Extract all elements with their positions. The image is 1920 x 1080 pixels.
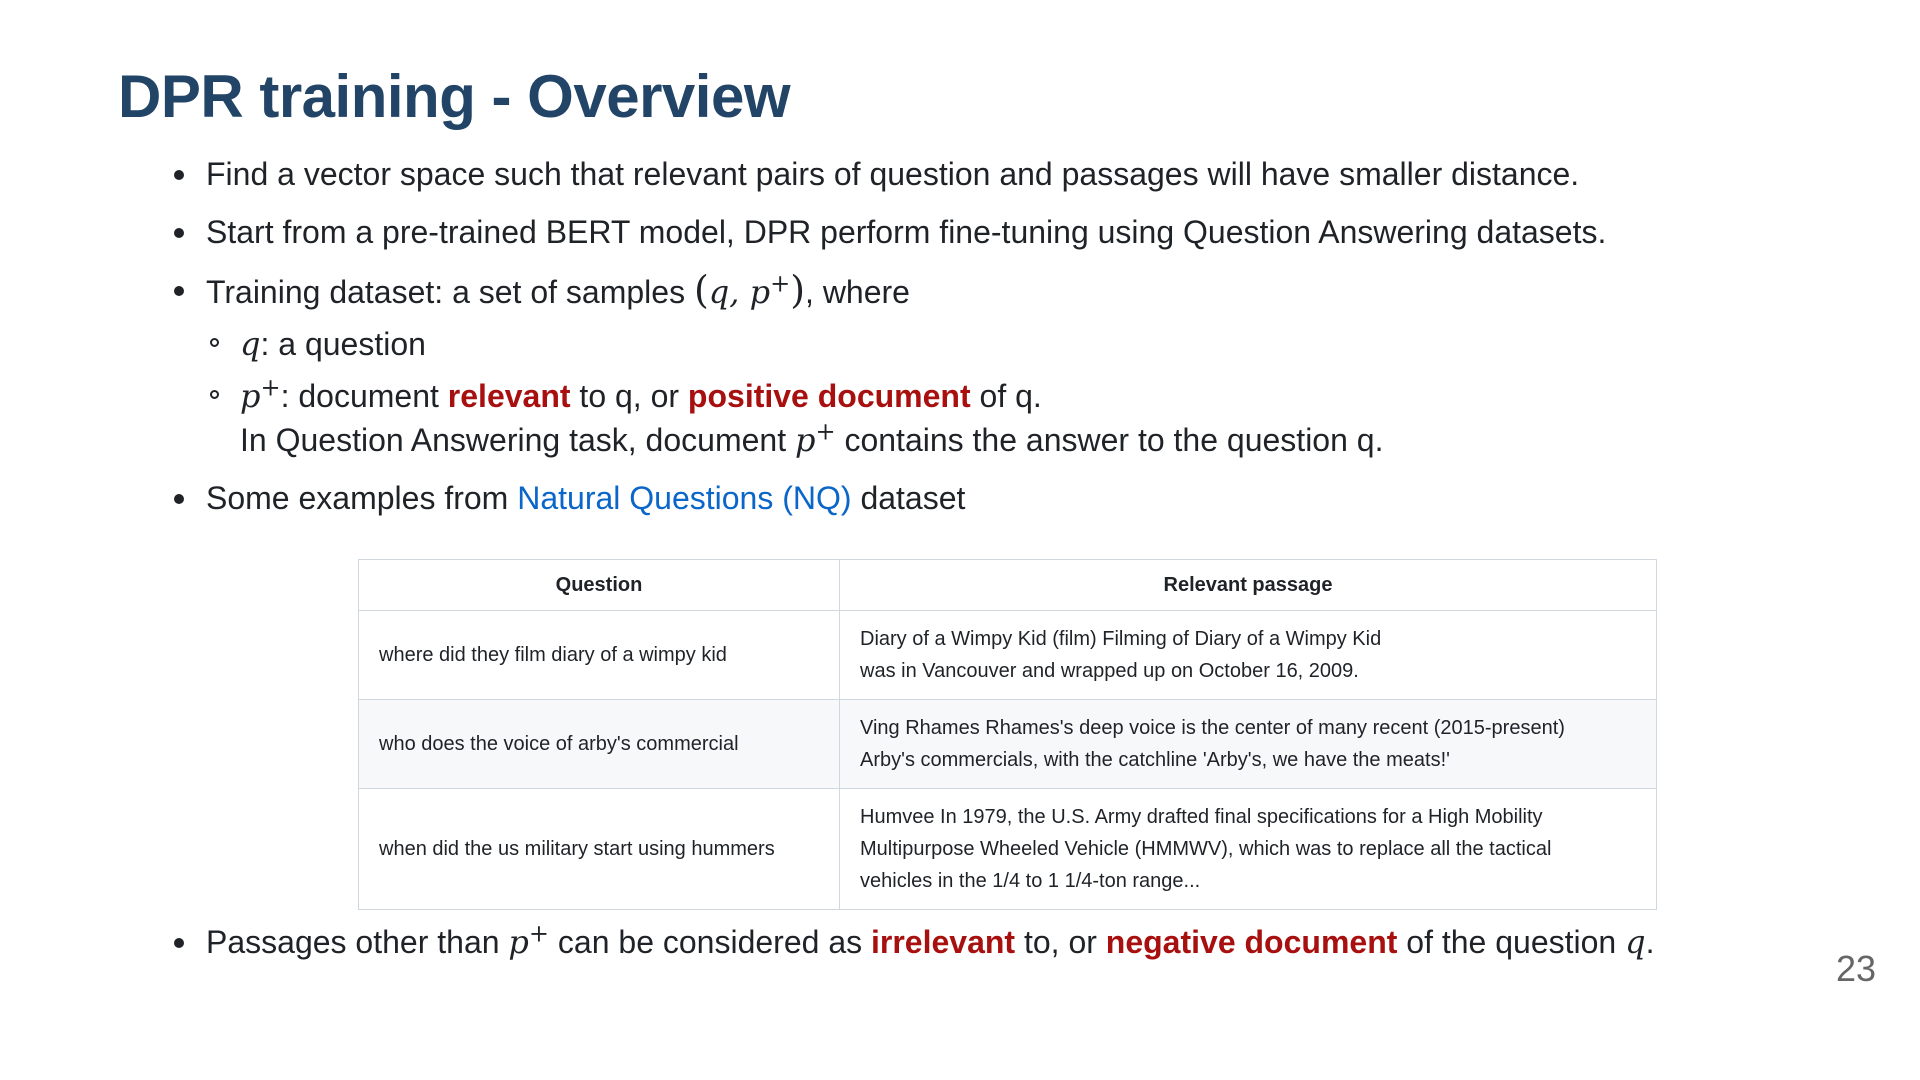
positive-document-highlight: positive document: [687, 378, 971, 414]
bullet-pretrained-bert-text: Start from a pre-trained BERT model, DPR perform fine-tuning using Question Answering datasets.: [206, 214, 1607, 250]
bullet-pretrained-bert: [168, 210, 1768, 254]
negative-prefix: Passages other than: [206, 924, 509, 960]
question-cell: when did the us military start using hummers: [359, 789, 840, 910]
negative-mid3: of the question: [1397, 924, 1626, 960]
table-row: [359, 611, 1657, 700]
negative-math-q: q: [1625, 923, 1646, 961]
examples-table: [358, 559, 1657, 910]
passage-line: Humvee In 1979, the U.S. Army drafted final specifications for a High Mobility: [860, 806, 1543, 828]
passage-cell: [840, 611, 1657, 700]
nq-examples-suffix: dataset: [851, 480, 966, 516]
irrelevant-highlight: irrelevant: [871, 924, 1016, 960]
sub-p-sup: +: [260, 373, 281, 402]
math-q: q: [708, 273, 730, 311]
sub-p-math: p: [240, 377, 261, 415]
sub-p-text2: to q, or: [570, 378, 688, 414]
bullet-list: [168, 152, 1768, 534]
negative-sup: +: [528, 919, 550, 948]
passage-line: Diary of a Wimpy Kid (film) Filming of Diary of a Wimpy Kid: [860, 628, 1382, 650]
header-relevant-passage: Relevant passage: [840, 560, 1657, 611]
bullet-list-bottom: [168, 920, 1768, 964]
slide-title: DPR training - Overview: [118, 63, 790, 130]
paren-close: ): [790, 268, 806, 312]
bullet-vector-space: [168, 152, 1768, 196]
passage-cell: [840, 789, 1657, 910]
qa-task-suffix: contains the answer to the question q.: [835, 422, 1384, 458]
natural-questions-link[interactable]: Natural Questions (NQ): [517, 480, 852, 516]
qa-task-prefix: In Question Answering task, document: [240, 422, 795, 458]
bullet-training-dataset: [168, 268, 1768, 462]
question-cell: who does the voice of arby's commercial: [359, 700, 840, 789]
bullet-nq-examples: [168, 476, 1768, 520]
negative-math-p: p: [508, 923, 529, 961]
page-number: 23: [1835, 948, 1876, 989]
passage-line: was in Vancouver and wrapped up on October 16, 2009.: [860, 660, 1359, 682]
math-p: p: [749, 273, 771, 311]
training-dataset-suffix: , where: [805, 274, 910, 310]
bullet-vector-space-text: Find a vector space such that relevant pairs of question and passages will have smaller distance.: [206, 156, 1580, 192]
passage-cell: [840, 700, 1657, 789]
nq-examples-prefix: Some examples from: [206, 480, 518, 516]
sub-q-text: : a question: [260, 326, 426, 362]
sub-p-text3: of q.: [970, 378, 1042, 414]
header-question: Question: [359, 560, 840, 611]
sub-bullet-q: [206, 322, 1768, 366]
negative-end: .: [1645, 924, 1655, 960]
sub-p-text1: : document: [280, 378, 448, 414]
passage-line: Multipurpose Wheeled Vehicle (HMMWV), which was to replace all the tactical: [860, 838, 1552, 860]
paren-open: (: [693, 268, 709, 312]
bullet-negative-passages: [168, 920, 1768, 964]
negative-document-highlight: negative document: [1105, 924, 1398, 960]
passage-line: Ving Rhames Rhames's deep voice is the center of many recent (2015-present): [860, 717, 1565, 739]
table-row: [359, 700, 1657, 789]
qa-task-sup: +: [815, 417, 836, 446]
math-comma: ,: [729, 273, 750, 311]
sub-bullet-p: [206, 374, 1768, 462]
qa-task-math-p: p: [794, 421, 816, 459]
examples-table-wrapper: [358, 559, 1657, 910]
passage-line: vehicles in the 1/4 to 1 1/4-ton range...: [860, 870, 1201, 892]
question-cell: where did they film diary of a wimpy kid: [359, 611, 840, 700]
math-sup-plus: +: [770, 269, 791, 298]
relevant-highlight: relevant: [447, 378, 571, 414]
negative-mid2: to, or: [1015, 924, 1106, 960]
training-dataset-prefix: Training dataset: a set of samples: [206, 274, 694, 310]
sub-q-math: q: [240, 325, 261, 363]
sub-bullet-list: [206, 322, 1768, 462]
passage-line: Arby's commercials, with the catchline 'Arby's, we have the meats!': [860, 749, 1450, 771]
negative-mid1: can be considered as: [549, 924, 871, 960]
table-header-row: [359, 560, 1657, 611]
table-row: [359, 789, 1657, 910]
